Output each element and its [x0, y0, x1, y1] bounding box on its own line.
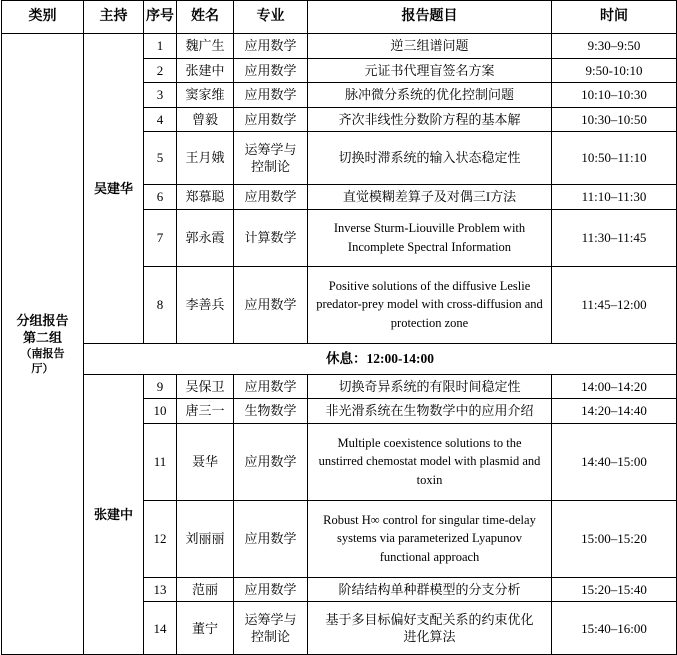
conference-schedule-table — [1, 0, 677, 655]
cell-major: 计算数学 — [234, 209, 308, 266]
cell-sequence: 12 — [144, 500, 177, 577]
cell-major: 应用数学 — [234, 107, 308, 132]
cell-speaker-name: 范丽 — [177, 577, 234, 602]
table-row — [2, 374, 677, 399]
header-chair: 主持 — [84, 1, 144, 34]
cell-speaker-name: 张建中 — [177, 58, 234, 83]
cell-time: 15:00–15:20 — [552, 500, 677, 577]
cell-sequence: 9 — [144, 374, 177, 399]
cell-major: 应用数学 — [234, 266, 308, 343]
cell-sequence: 11 — [144, 423, 177, 500]
cell-speaker-name: 吴保卫 — [177, 374, 234, 399]
cell-major: 应用数学 — [234, 500, 308, 577]
cell-major: 应用数学 — [234, 423, 308, 500]
table-body — [2, 34, 677, 655]
cell-major: 生物数学 — [234, 399, 308, 424]
cell-speaker-name: 董宁 — [177, 602, 234, 655]
cell-speaker-name: 郑慕聪 — [177, 185, 234, 210]
cell-speaker-name: 魏广生 — [177, 34, 234, 59]
cell-time: 9:30–9:50 — [552, 34, 677, 59]
cell-speaker-name: 刘丽丽 — [177, 500, 234, 577]
cell-sequence: 2 — [144, 58, 177, 83]
cell-category — [2, 34, 84, 655]
cell-speaker-name: 王月娥 — [177, 132, 234, 185]
cell-report-title: 非光滑系统在生物数学中的应用介绍 — [308, 399, 552, 424]
header-report-title: 报告题目 — [308, 1, 552, 34]
cell-time: 11:45–12:00 — [552, 266, 677, 343]
cell-report-title: 脉冲微分系统的优化控制问题 — [308, 83, 552, 108]
cell-major: 应用数学 — [234, 34, 308, 59]
cell-speaker-name: 聂华 — [177, 423, 234, 500]
cell-sequence: 14 — [144, 602, 177, 655]
cell-speaker-name: 窦家维 — [177, 83, 234, 108]
cell-speaker-name: 唐三一 — [177, 399, 234, 424]
header-major: 专业 — [234, 1, 308, 34]
table-header — [2, 1, 677, 34]
category-venue-line2: 厅） — [31, 362, 54, 375]
header-category: 类别 — [2, 1, 84, 34]
cell-time: 14:00–14:20 — [552, 374, 677, 399]
cell-time: 15:40–16:00 — [552, 602, 677, 655]
category-group: 第二组 — [22, 330, 62, 346]
cell-speaker-name: 曾毅 — [177, 107, 234, 132]
cell-speaker-name: 郭永霞 — [177, 209, 234, 266]
cell-major: 应用数学 — [234, 83, 308, 108]
header-row — [2, 1, 677, 34]
cell-report-title: 直觉模糊差算子及对偶三I方法 — [308, 185, 552, 210]
cell-sequence: 4 — [144, 107, 177, 132]
cell-major: 运筹学与 控制论 — [234, 132, 308, 185]
cell-time: 10:30–10:50 — [552, 107, 677, 132]
cell-report-title: 切换时滞系统的输入状态稳定性 — [308, 132, 552, 185]
header-sequence: 序号 — [144, 1, 177, 34]
cell-time: 10:50–11:10 — [552, 132, 677, 185]
cell-time: 14:40–15:00 — [552, 423, 677, 500]
cell-report-title: Multiple coexistence solutions to the unstirred chemostat model with plasmid and toxin — [308, 423, 552, 500]
cell-report-title: Inverse Sturm-Liouville Problem with Incomplete Spectral Information — [308, 209, 552, 266]
cell-major: 应用数学 — [234, 185, 308, 210]
cell-chair-second: 张建中 — [84, 374, 144, 655]
cell-time: 11:10–11:30 — [552, 185, 677, 210]
category-venue-line1: （南报告 — [20, 347, 65, 360]
cell-time: 10:10–10:30 — [552, 83, 677, 108]
cell-report-title: 切换奇异系统的有限时间稳定性 — [308, 374, 552, 399]
cell-report-title: Robust H∞ control for singular time-delay systems via parameterized Lyapunov functional approach — [308, 500, 552, 577]
cell-speaker-name: 李善兵 — [177, 266, 234, 343]
cell-report-title: 基于多目标偏好支配关系的约束优化 进化算法 — [308, 602, 552, 655]
cell-sequence: 3 — [144, 83, 177, 108]
table-row — [2, 34, 677, 59]
header-time: 时间 — [552, 1, 677, 34]
header-name: 姓名 — [177, 1, 234, 34]
cell-sequence: 8 — [144, 266, 177, 343]
cell-report-title: Positive solutions of the diffusive Leslie predator-prey model with cross-diffusion and protection zone — [308, 266, 552, 343]
break-row — [2, 343, 677, 374]
cell-sequence: 13 — [144, 577, 177, 602]
cell-chair-first: 吴建华 — [84, 34, 144, 344]
cell-report-title: 齐次非线性分数阶方程的基本解 — [308, 107, 552, 132]
break-label: 休息：12:00-14:00 — [84, 343, 677, 374]
cell-major: 应用数学 — [234, 577, 308, 602]
category-main: 分组报告 — [16, 312, 69, 328]
cell-sequence: 5 — [144, 132, 177, 185]
cell-time: 11:30–11:45 — [552, 209, 677, 266]
cell-sequence: 6 — [144, 185, 177, 210]
cell-report-title: 逆三组谱问题 — [308, 34, 552, 59]
cell-report-title: 阶结结构单种群模型的分支分析 — [308, 577, 552, 602]
cell-time: 14:20–14:40 — [552, 399, 677, 424]
cell-report-title: 元证书代理盲签名方案 — [308, 58, 552, 83]
cell-sequence: 1 — [144, 34, 177, 59]
cell-sequence: 7 — [144, 209, 177, 266]
cell-major: 运筹学与 控制论 — [234, 602, 308, 655]
cell-time: 9:50-10:10 — [552, 58, 677, 83]
cell-major: 应用数学 — [234, 58, 308, 83]
cell-time: 15:20–15:40 — [552, 577, 677, 602]
cell-sequence: 10 — [144, 399, 177, 424]
cell-major: 应用数学 — [234, 374, 308, 399]
